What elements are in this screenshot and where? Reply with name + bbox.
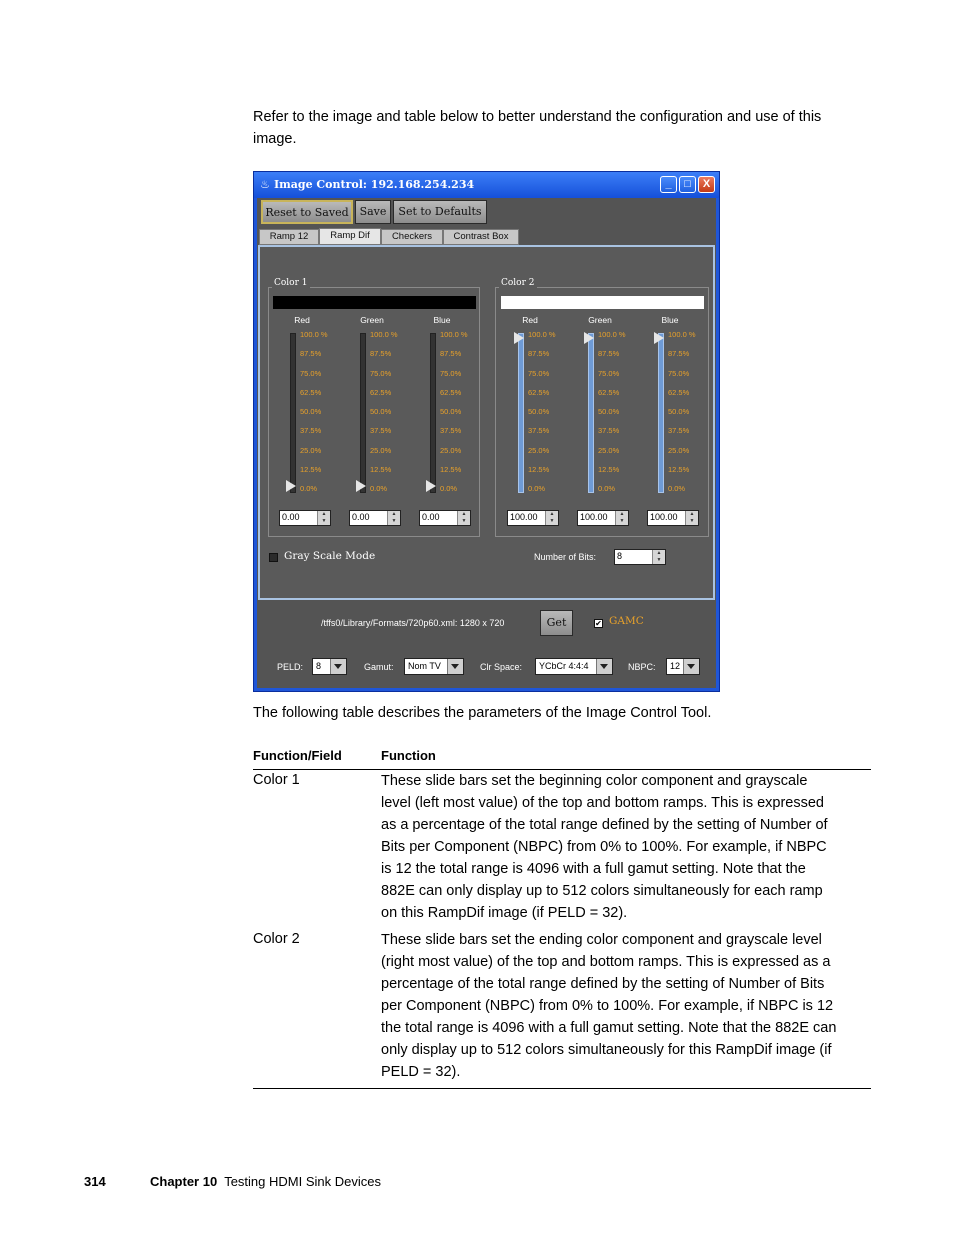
spinner-arrows-icon[interactable]: ▲ ▼: [545, 511, 558, 525]
peld-select[interactable]: [312, 658, 347, 675]
number-of-bits-spinner[interactable]: [614, 549, 666, 565]
maximize-button[interactable]: □: [679, 176, 696, 193]
intro-paragraph: Refer to the image and table below to better understand the configuration and use of this image.: [253, 109, 822, 147]
clr-space-label: Clr Space:: [480, 662, 523, 672]
spinner-arrows-icon[interactable]: ▲ ▼: [317, 511, 330, 525]
slider-thumb[interactable]: [286, 480, 296, 492]
slider-label: Blue: [661, 315, 679, 325]
tick-label: 50.0%: [440, 407, 462, 417]
tick-label: 37.5%: [598, 426, 620, 436]
nbpc-value: 12: [670, 661, 681, 671]
window-title: Image Control: 192.168.254.234: [274, 178, 475, 191]
color1-green-value-spinner[interactable]: [349, 510, 401, 526]
tick-label: 0.0%: [528, 484, 546, 494]
peld-label: PELD:: [277, 662, 304, 672]
spinner-value: 0.00: [352, 512, 370, 522]
number-of-bits-label: Number of Bits:: [534, 552, 597, 562]
minimize-button[interactable]: _: [660, 176, 677, 193]
tick-label: 50.0%: [668, 407, 690, 417]
tick-label: 0.0%: [300, 484, 318, 494]
tick-label: 25.0%: [440, 445, 462, 455]
header-function: Function: [381, 748, 436, 763]
gray-scale-checkbox[interactable]: [269, 553, 278, 562]
slider-label: Green: [360, 315, 384, 325]
chevron-down-icon[interactable]: [447, 659, 463, 674]
row-color1-description: [381, 770, 866, 924]
chevron-down-icon[interactable]: [330, 659, 346, 674]
spinner-arrows-icon[interactable]: ▲ ▼: [685, 511, 698, 525]
tick-label: 62.5%: [668, 387, 690, 397]
slider-thumb[interactable]: [514, 332, 524, 344]
close-button[interactable]: X: [698, 176, 715, 193]
color2-green-value-spinner[interactable]: [577, 510, 629, 526]
slider-track[interactable]: [290, 333, 296, 493]
description-line: These slide bars set the ending color component and grayscale level: [381, 932, 822, 948]
image-control-window: [253, 171, 720, 692]
tick-label: 87.5%: [528, 349, 550, 359]
description-line: the total range is 4096 with a full gamut setting. Note that the 882E can: [381, 1020, 837, 1036]
tick-label: 0.0%: [668, 484, 686, 494]
tick-label: 0.0%: [370, 484, 388, 494]
description-line: (right most value) of the top and bottom ramps. This is expressed as a: [381, 954, 831, 970]
tab-checkers[interactable]: Checkers: [381, 229, 443, 245]
gray-scale-label: Gray Scale Mode: [284, 550, 376, 562]
description-line: 882E can only display up to 512 colors simultaneously for each ramp: [381, 883, 823, 899]
tick-label: 37.5%: [370, 426, 392, 436]
description-line: PELD = 32).: [381, 1064, 461, 1080]
description-line: only display up to 512 colors simultaneously for this RampDif image (if: [381, 1042, 832, 1058]
tick-label: 37.5%: [440, 426, 462, 436]
tick-label: 12.5%: [668, 464, 690, 474]
slider-thumb[interactable]: [356, 480, 366, 492]
tick-label: 87.5%: [370, 349, 392, 359]
color2-swatch: [501, 296, 704, 309]
tick-label: 100.0 %: [528, 330, 556, 339]
clr-space-value: YCbCr 4:4:4: [539, 661, 589, 671]
peld-value: 8: [316, 661, 322, 671]
tick-label: 87.5%: [598, 349, 620, 359]
tick-label: 12.5%: [528, 464, 550, 474]
description-line: per Component (NBPC) from 0% to 100%. For example, if NBPC is 12: [381, 998, 834, 1014]
slider-label: Red: [294, 315, 310, 325]
tick-label: 25.0%: [370, 445, 392, 455]
slider-track[interactable]: [658, 333, 664, 493]
save-button[interactable]: Save: [355, 200, 391, 224]
description-line: percentage of the total range defined by the setting of Number of Bits: [381, 976, 825, 992]
spinner-arrows-icon[interactable]: ▲ ▼: [387, 511, 400, 525]
spinner-value: 100.00: [580, 512, 608, 522]
tick-label: 100.0 %: [300, 330, 328, 339]
description-line: on this RampDif image (if PELD = 32).: [381, 905, 628, 921]
tick-label: 75.0%: [300, 368, 322, 378]
tick-label: 12.5%: [370, 464, 392, 474]
gamc-checkbox[interactable]: ✔: [595, 619, 602, 628]
tick-label: 0.0%: [440, 484, 458, 494]
spinner-value: 0.00: [282, 512, 300, 522]
chapter-title: Testing HDMI Sink Devices: [224, 1174, 381, 1189]
tick-label: 100.0 %: [370, 330, 398, 339]
spinner-arrows-icon[interactable]: ▲ ▼: [615, 511, 628, 525]
tick-label: 62.5%: [440, 387, 462, 397]
color1-blue-value-spinner[interactable]: [419, 510, 471, 526]
tick-label: 37.5%: [528, 426, 550, 436]
row-color2-description: [381, 929, 866, 1083]
row-color1-field: Color 1: [253, 772, 300, 788]
tick-label: 25.0%: [300, 445, 322, 455]
tick-label: 12.5%: [598, 464, 620, 474]
table-bottom-rule: [253, 1088, 871, 1089]
color1-label: Color 1: [274, 278, 308, 288]
format-path: /tffs0/Library/Formats/720p60.xml: 1280 x 720: [321, 618, 505, 628]
get-button[interactable]: Get: [540, 610, 573, 636]
slider-track[interactable]: [430, 333, 436, 493]
slider-track[interactable]: [360, 333, 366, 493]
tick-label: 87.5%: [440, 349, 462, 359]
spinner-value: 0.00: [422, 512, 440, 522]
gamut-select[interactable]: [404, 658, 464, 675]
description-line: is 12 the total range is 4096 with a full gamut setting. Note that the: [381, 861, 806, 877]
tick-label: 12.5%: [300, 464, 322, 474]
tick-label: 100.0 %: [668, 330, 696, 339]
chevron-down-icon[interactable]: [683, 659, 699, 674]
slider-label: Red: [522, 315, 538, 325]
tick-label: 62.5%: [528, 387, 550, 397]
tick-label: 25.0%: [598, 445, 620, 455]
tab-ramp-dif[interactable]: Ramp Dif: [319, 228, 381, 245]
tick-label: 87.5%: [300, 349, 322, 359]
tick-label: 25.0%: [528, 445, 550, 455]
spinner-value: 100.00: [510, 512, 538, 522]
color2-label: Color 2: [501, 278, 535, 288]
tick-label: 50.0%: [598, 407, 620, 417]
slider-thumb[interactable]: [584, 332, 594, 344]
slider-thumb[interactable]: [426, 480, 436, 492]
color2-red-value-spinner[interactable]: [507, 510, 559, 526]
color1-red-value-spinner[interactable]: [279, 510, 331, 526]
tick-label: 75.0%: [370, 368, 392, 378]
tick-label: 75.0%: [668, 368, 690, 378]
ramp-dif-panel: [258, 245, 715, 600]
tick-label: 87.5%: [668, 349, 690, 359]
reset-to-saved-button[interactable]: Reset to Saved: [261, 200, 353, 224]
tick-label: 25.0%: [668, 445, 690, 455]
table-caption: The following table describes the parameters of the Image Control Tool.: [253, 705, 712, 721]
gamut-value: Nom TV: [408, 661, 441, 671]
tick-label: 100.0 %: [598, 330, 626, 339]
description-line: level (left most value) of the top and bottom ramps. This is expressed: [381, 795, 824, 811]
tick-label: 50.0%: [528, 407, 550, 417]
nbpc-select[interactable]: [666, 658, 700, 675]
tick-label: 62.5%: [300, 387, 322, 397]
tick-label: 100.0 %: [440, 330, 468, 339]
spinner-arrows-icon[interactable]: ▲ ▼: [457, 511, 470, 525]
tick-label: 12.5%: [440, 464, 462, 474]
header-function-field: Function/Field: [253, 748, 342, 763]
title-bar[interactable]: [254, 172, 719, 198]
tab-ramp-12[interactable]: Ramp 12: [259, 229, 319, 245]
tick-label: 50.0%: [370, 407, 392, 417]
color1-swatch: [273, 296, 476, 309]
tick-label: 75.0%: [528, 368, 550, 378]
tick-label: 50.0%: [300, 407, 322, 417]
slider-track[interactable]: [588, 333, 594, 493]
tab-contrast-box[interactable]: Contrast Box: [443, 229, 519, 245]
slider-thumb[interactable]: [654, 332, 664, 344]
slider-track[interactable]: [518, 333, 524, 493]
gamut-label: Gamut:: [364, 662, 394, 672]
chevron-down-icon[interactable]: [596, 659, 612, 674]
color2-blue-value-spinner[interactable]: [647, 510, 699, 526]
spinner-value: 100.00: [650, 512, 678, 522]
set-to-defaults-button[interactable]: Set to Defaults: [393, 200, 487, 224]
tick-label: 62.5%: [598, 387, 620, 397]
tick-label: 75.0%: [440, 368, 462, 378]
tick-label: 75.0%: [598, 368, 620, 378]
page-number: 314: [84, 1174, 106, 1189]
slider-label: Green: [588, 315, 612, 325]
gamc-label: GAMC: [609, 615, 644, 627]
tick-label: 37.5%: [668, 426, 690, 436]
chapter-number: Chapter 10: [150, 1174, 218, 1189]
spinner-arrows-icon[interactable]: ▲ ▼: [652, 550, 665, 564]
description-line: Bits per Component (NBPC) from 0% to 100%. For example, if NBPC: [381, 839, 827, 855]
clr-space-select[interactable]: [535, 658, 613, 675]
window-client-area: [257, 198, 716, 688]
number-of-bits-value: 8: [617, 551, 623, 561]
nbpc-label: NBPC:: [628, 662, 656, 672]
tick-label: 37.5%: [300, 426, 322, 436]
chapter-footer: [150, 1174, 381, 1189]
description-line: These slide bars set the beginning color component and grayscale: [381, 773, 808, 789]
slider-label: Blue: [433, 315, 451, 325]
tick-label: 0.0%: [598, 484, 616, 494]
tick-label: 62.5%: [370, 387, 392, 397]
row-color2-field: Color 2: [253, 931, 300, 947]
description-line: as a percentage of the total range defined by the setting of Number of: [381, 817, 828, 833]
java-icon: ♨: [260, 179, 270, 191]
